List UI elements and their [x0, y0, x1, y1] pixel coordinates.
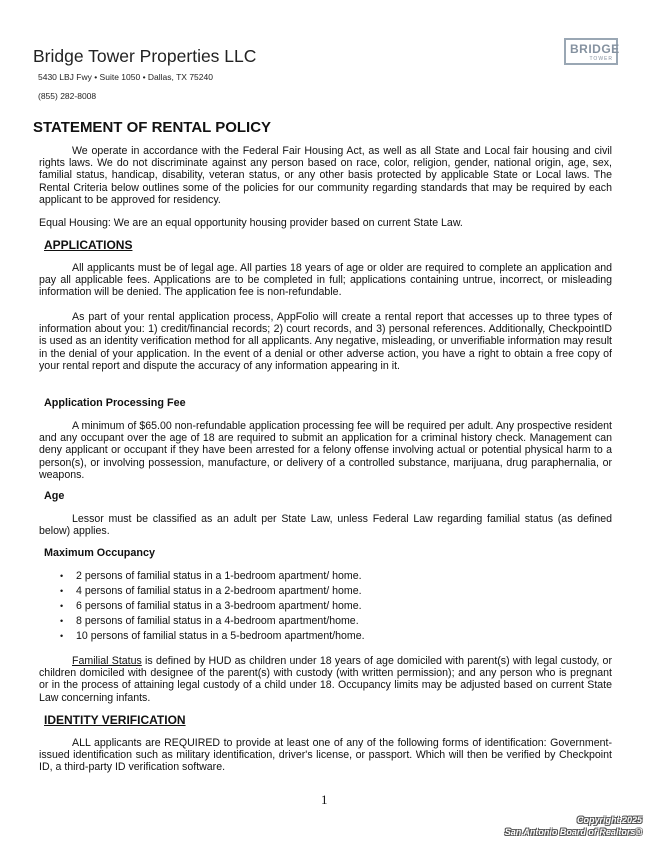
occupancy-heading: Maximum Occupancy — [44, 547, 156, 559]
list-item: • 8 persons of familial status in a 4-bedroom apartment/home. — [60, 614, 365, 629]
intro-paragraph — [39, 145, 612, 206]
familial-status-text: is defined by HUD as children under 18 years of age domiciled with parent(s) with legal custody, or children domiciled with designee of the parent(s) with custody (with written permission); and any person who is pregnant or in the process of attaining legal custody of a child under 18. Occupancy limits may be adjusted based on current State Law concerning infants. — [39, 655, 612, 704]
familial-status-paragraph — [39, 655, 612, 704]
list-item: • 10 persons of familial status in a 5-bedroom apartment/home. — [60, 629, 365, 644]
age-paragraph — [39, 513, 612, 537]
fee-heading: Application Processing Fee — [44, 397, 186, 409]
fee-text: A minimum of $65.00 non-refundable application processing fee will be required per adult. Any prospective resident and any occupant over the age of 18 are required to submit an application for a criminal history check. Management can deny applicant or occupant if they have been arrested for a felony offense involving actual or potential physical harm to a person(s), or involving possession, manufacture, or delivery of a controlled substance, marijuana, drug paraphernalia, or weapons. — [39, 420, 612, 481]
applications-heading: APPLICATIONS — [44, 238, 133, 252]
age-heading: Age — [44, 490, 65, 502]
applications-text-2: As part of your rental application process, AppFolio will create a rental report that accesses up to three types of information about you: 1) credit/financial records; 2) court records, and 3) personal references. Additionally, CheckpointID is used as an identity verification method for all applicants. Any negative, misleading, or unverifiable information may result in the denial of your application. In the event of a denial or other adverse action, you have a right to obtain a free copy of your rental report and dispute the accuracy of any information appearing in it. — [39, 311, 612, 372]
age-text: Lessor must be classified as an adult per State Law, unless Federal Law regarding familial status (as defined below) applies. — [39, 513, 612, 538]
company-phone: (855) 282-8008 — [38, 91, 97, 101]
logo-text: BRIDGE — [570, 42, 620, 56]
copyright-line-1: Copyright 2025 — [576, 815, 642, 825]
fee-paragraph — [39, 420, 612, 481]
identity-paragraph — [39, 737, 612, 774]
list-item: • 6 persons of familial status in a 3-bedroom apartment/ home. — [60, 599, 365, 614]
copyright-watermark — [505, 814, 642, 838]
page-number: 1 — [321, 792, 328, 807]
list-item: • 2 persons of familial status in a 1-bedroom apartment/ home. — [60, 569, 365, 584]
page-title: STATEMENT OF RENTAL POLICY — [33, 119, 272, 136]
familial-status-term: Familial Status — [72, 655, 142, 667]
applications-text-1: All applicants must be of legal age. All parties 18 years of age or older are required to complete an application and pay all applicable fees. Applications are to be completed in full; applications containing untrue, incorrect, or misleading information will be denied. The application fee is non-refundable. — [39, 262, 612, 299]
copyright-line-2: San Antonio Board of Realtors® — [504, 827, 642, 837]
equal-housing-statement: Equal Housing: We are an equal opportunity housing provider based on current State Law. — [39, 217, 463, 229]
logo-subtext: TOWER — [589, 56, 613, 62]
list-item: • 4 persons of familial status in a 2-bedroom apartment/ home. — [60, 584, 365, 599]
intro-text: We operate in accordance with the Federal Fair Housing Act, as well as all State and Local fair housing and civil rights laws. We do not discriminate against any person based on race, color, religion, gender, national origin, age, sex, familial status, handicap, disability, veteran status, or any other basis protected by applicable State or Local laws. The Rental Criteria below outlines some of the policies for our community regarding standards that may be required by each applicant to be approved for residency. — [39, 145, 612, 206]
company-address: 5430 LBJ Fwy • Suite 1050 • Dallas, TX 75240 — [38, 72, 213, 82]
occupancy-list — [60, 569, 365, 644]
bridge-tower-logo — [564, 38, 618, 65]
identity-text: ALL applicants are REQUIRED to provide at least one of any of the following forms of identification: Government-issued identification such as military identification, driver's license, or passport. Which will then be verified by Checkpoint ID, a third-party ID verification software. — [39, 737, 612, 774]
identity-heading: IDENTITY VERIFICATION — [44, 713, 186, 727]
applications-paragraph-1 — [39, 262, 612, 299]
company-name: Bridge Tower Properties LLC — [33, 46, 257, 66]
applications-paragraph-2 — [39, 311, 612, 372]
